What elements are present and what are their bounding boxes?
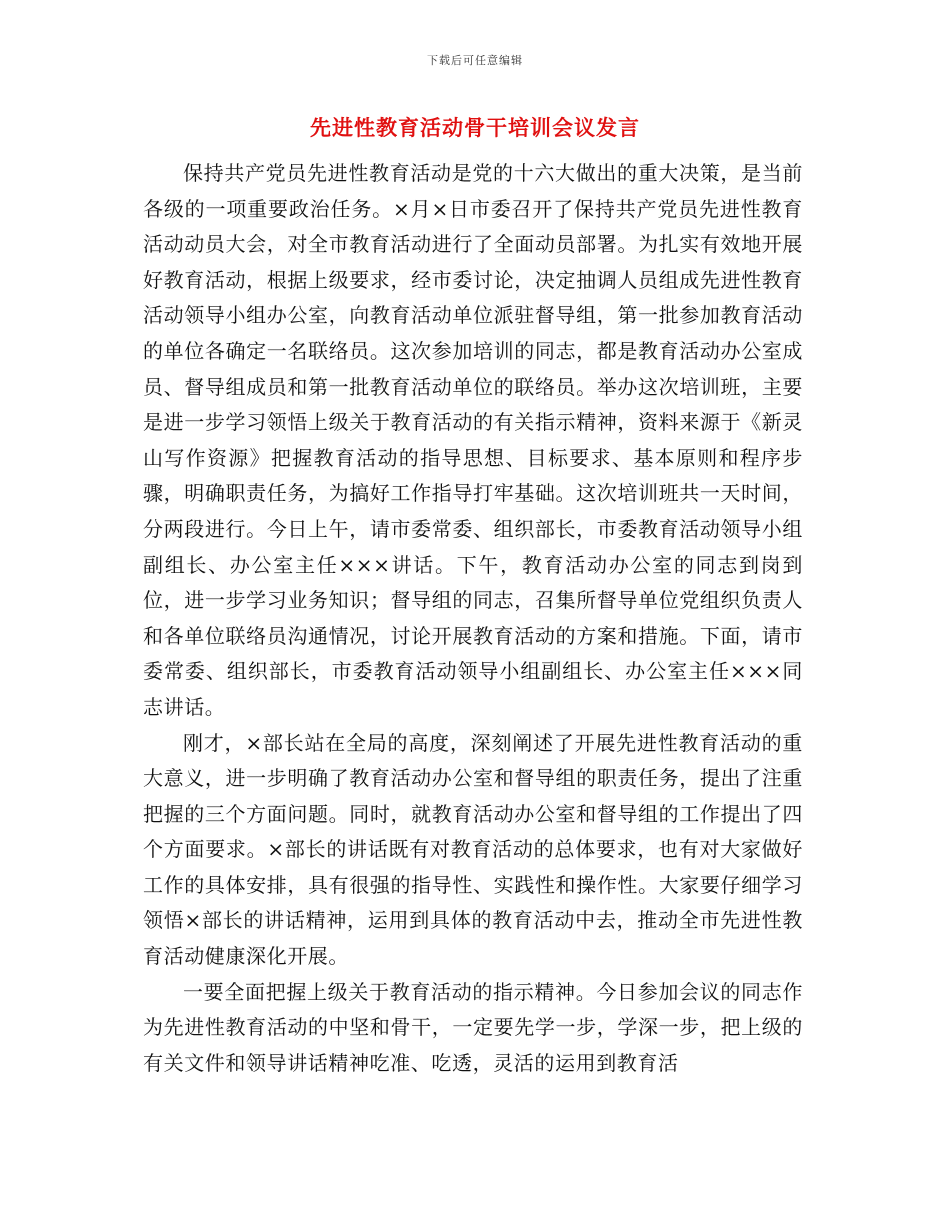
document-title: 先进性教育活动骨干培训会议发言 [310,116,640,140]
document-body [143,156,803,1081]
paragraph: 刚才，×部长站在全局的高度，深刻阐述了开展先进性教育活动的重大意义，进一步明确了教育活动办公室和督导组的职责任务，提出了注重把握的三个方面问题。同时，就教育活动办公室和督导组的工作提出了四个方面要求。×部长的讲话既有对教育活动的总体要求，也有对大家做好工作的具体安排，具有很强的指导性、实践性和操作性。大家要仔细学习领悟×部长的讲话精神，运用到具体的教育活动中去，推动全市先进性教育活动健康深化开展。 [143,730,803,969]
paragraph: 保持共产党员先进性教育活动是党的十六大做出的重大决策，是当前各级的一项重要政治任务。×月×日市委召开了保持共产党员先进性教育活动动员大会，对全市教育活动进行了全面动员部署。为扎实有效地开展好教育活动，根据上级要求，经市委讨论，决定抽调人员组成先进性教育活动领导小组办公室，向教育活动单位派驻督导组，第一批参加教育活动的单位各确定一名联络员。这次参加培训的同志，都是教育活动办公室成员、督导组成员和第一批教育活动单位的联络员。举办这次培训班，主要是进一步学习领悟上级关于教育活动的有关指示精神，资料来源于《新灵山写作资源》把握教育活动的指导思想、目标要求、基本原则和程序步骤，明确职责任务，为搞好工作指导打牢基础。这次培训班共一天时间，分两段进行。今日上午，请市委常委、组织部长，市委教育活动领导小组副组长、办公室主任×××讲话。下午，教育活动办公室的同志到岗到位，进一步学习业务知识；督导组的同志，召集所督导单位党组织负责人和各单位联络员沟通情况，讨论开展教育活动的方案和措施。下面，请市委常委、组织部长，市委教育活动领导小组副组长、办公室主任×××同志讲话。 [143,161,803,719]
page-header-note: 下载后可任意编辑 [427,54,523,67]
paragraph: 一要全面把握上级关于教育活动的指示精神。今日参加会议的同志作为先进性教育活动的中坚和骨干，一定要先学一步，学深一步，把上级的有关文件和领导讲话精神吃准、吃透，灵活的运用到教育活 [143,979,803,1075]
